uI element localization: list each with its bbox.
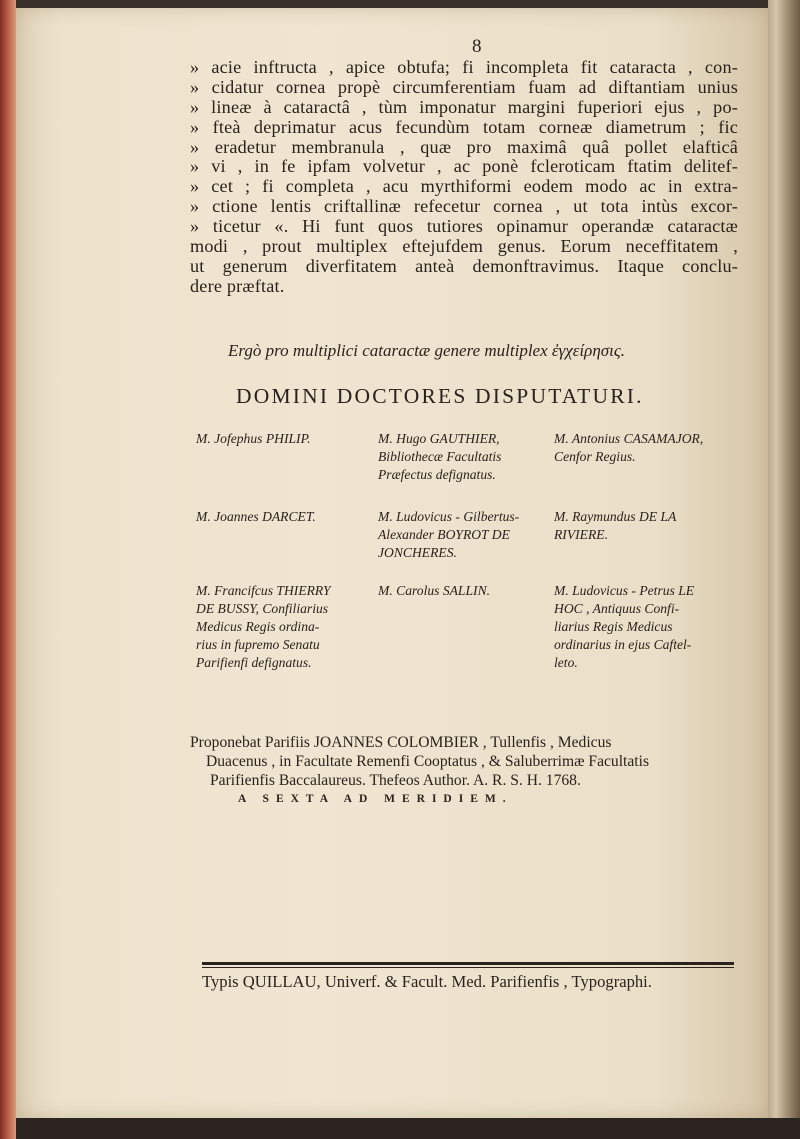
doctor-line: Parifienfi defignatus. [196, 655, 312, 670]
doctor-entry [196, 508, 368, 526]
doctor-line: M. Jofephus PHILIP. [196, 431, 311, 446]
doctor-line: M. Antonius CASAMAJOR, [554, 431, 704, 446]
doctor-line: HOC , Antiquus Confi- [554, 601, 680, 616]
body-line: dere præftat. [190, 276, 285, 296]
divider-rule-thin [202, 967, 734, 968]
proponebat-line: Proponebat Parifiis JOANNES COLOMBIER , Tullenfis , Medicus [190, 734, 612, 751]
conclusion-line: Ergò pro multiplici cataractæ genere multiplex ἐγχείρησις. [228, 341, 626, 360]
doctor-entry [378, 430, 550, 484]
doctor-line: M. Francifcus THIERRY [196, 583, 331, 598]
doctor-line: M. Ludovicus - Petrus LE [554, 583, 695, 598]
doctor-entry [554, 582, 744, 672]
body-text [190, 58, 738, 297]
body-line: » cet ; fi completa , acu myrthiformi eodem modo ac in extra- [190, 177, 738, 197]
body-line: » ctione lentis criftallinæ refecetur cornea , ut tota intùs excor- [190, 197, 738, 217]
divider-rule [202, 962, 734, 965]
doctor-entry [378, 582, 550, 600]
body-line: ut generum diverfitatem anteà demonftravimus. Itaque conclu- [190, 256, 738, 276]
doctor-entry [554, 508, 744, 544]
body-line: modi , prout multiplex eftejufdem genus. Eorum neceffitatem , [190, 237, 738, 257]
doctor-line: DE BUSSY, Confiliarius [196, 601, 329, 616]
doctor-line: Cenfor Regius. [554, 449, 636, 464]
doctor-entry [196, 430, 368, 448]
doctor-entry [554, 430, 744, 466]
body-line: » lineæ à cataractâ , tùm imponatur margini fuperiori ejus , po- [190, 97, 738, 117]
doctor-line: JONCHERES. [378, 545, 457, 560]
section-heading: DOMINI DOCTORES DISPUTATURI. [236, 384, 644, 408]
doctor-line: Bibliothecæ Facultatis [378, 449, 502, 464]
body-line: » fteà deprimatur acus fecundùm totam corneæ diametrum ; fic [190, 117, 738, 137]
doctor-line: leto. [554, 655, 578, 670]
doctors-list [196, 430, 756, 690]
left-binding-edge [0, 0, 16, 1139]
doctor-line: M. Hugo GAUTHIER, [378, 431, 500, 446]
doctor-line: liarius Regis Medicus [554, 619, 673, 634]
proponebat-line: Duacenus , in Facultate Remenfi Cooptatus , & Saluberrimæ Facultatis [206, 753, 650, 770]
doctor-line: ordinarius in ejus Caftel- [554, 637, 692, 652]
doctor-line: rius in fupremo Senatu [196, 637, 320, 652]
doctor-line: M. Ludovicus - Gilbertus- [378, 509, 520, 524]
right-page-edges [768, 0, 800, 1139]
doctor-entry [196, 582, 368, 672]
body-line: » cidatur cornea propè circumferentiam fuam ad diftantiam unius [190, 77, 738, 97]
printer-imprint: Typis QUILLAU, Univerf. & Facult. Med. Parifienfis , Typographi. [202, 972, 652, 991]
doctor-line: Alexander BOYROT DE [378, 527, 510, 542]
body-line: » acie inftructa , apice obtufa; fi incompleta fit cataracta , con- [190, 58, 738, 77]
proponebat-block [190, 733, 738, 790]
doctor-line: Medicus Regis ordina- [196, 619, 320, 634]
body-line: » ticetur «. Hi funt quos tutiores opinamur operandæ cataractæ [190, 217, 738, 237]
doctor-line: M. Joannes DARCET. [196, 509, 316, 524]
time-line: A SEXTA AD MERIDIEM. [238, 793, 513, 805]
doctor-line: Præfectus defignatus. [378, 467, 496, 482]
doctor-line: RIVIERE. [554, 527, 608, 542]
body-line: » eradetur membranula , quæ pro maximâ quâ pollet elafticâ [190, 137, 738, 157]
doctor-entry [378, 508, 550, 562]
bottom-dark-strip [16, 1118, 800, 1139]
doctor-line: M. Raymundus DE LA [554, 509, 677, 524]
proponebat-line: Parifienfis Baccalaureus. Thefeos Author. A. R. S. H. 1768. [210, 772, 581, 789]
doctor-line: M. Carolus SALLIN. [378, 583, 491, 598]
page-number: 8 [472, 36, 482, 57]
body-line: » vi , in fe ipfam volvetur , ac ponè fcleroticam ftatim delitef- [190, 157, 738, 177]
